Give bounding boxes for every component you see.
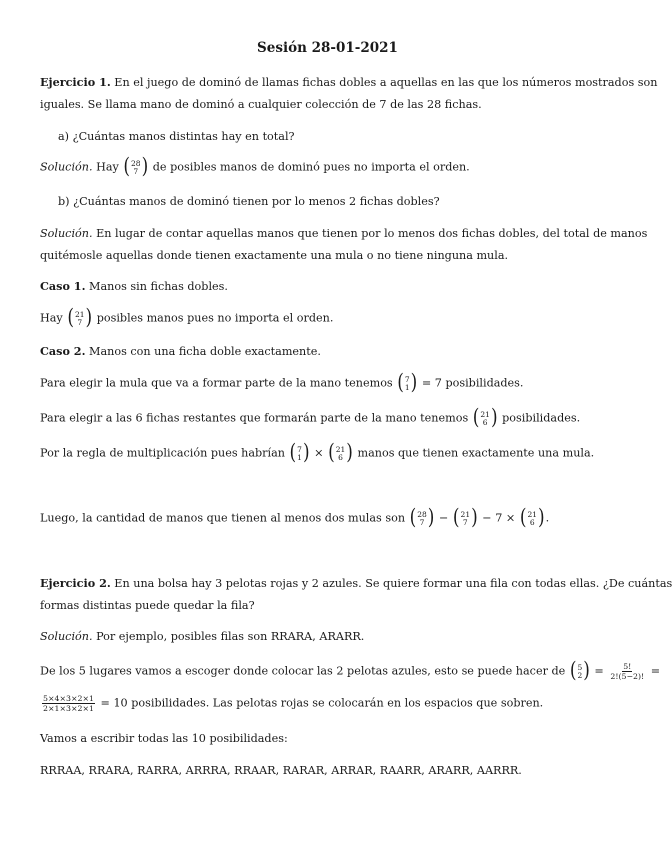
ex2-label: Ejercicio 2. [40, 576, 111, 590]
binom-5-2: ( 5 2 ) [569, 658, 590, 684]
fraction-factorial: $\frac{5!}{2!(5-2)!}$ [610, 662, 645, 681]
case1-heading: Caso 1. Manos sin fichas dobles. [40, 279, 228, 293]
case1-count: Hay ( 21 7 ) posibles manos pues no importa el orden. [40, 305, 334, 331]
ex1-label: Ejercicio 1. [40, 75, 111, 89]
page-title: Sesión 28-01-2021 [257, 40, 398, 56]
solution-label: Solución. [40, 630, 93, 643]
binom-21-7: ( 21 7 ) [67, 305, 93, 331]
multiplication-rule: Por la regla de multiplicación pues habrían ( 7 1 ) × ( 21 6 ) manos que tienen exactamente una mula. [40, 440, 595, 466]
possibilities-list: RRRAA, RRARA, RARRA, ARRRA, RRAAR, RARAR, ARRAR, RAARR, ARARR, AARRR. [40, 764, 522, 777]
binom-21-7: ( 21 7 ) [452, 505, 478, 531]
binom-21-6: ( 21 6 ) [519, 505, 545, 531]
places-line2: $\frac{5\times 4\times 3\times 2\times 1}{2\times 1\times 3\times 2\times 1}$ = 10 posibilidades. Las pelotas rojas se colocarán en los espacios que sobren. [43, 694, 544, 713]
solution-b-line2: quitémosle aquellas donde tienen exactamente una mula o no tiene ninguna mula. [40, 249, 509, 262]
binom-28-7: ( 28 7 ) [123, 154, 149, 180]
places-line1: De los 5 lugares vamos a escoger donde colocar las 2 pelotas azules, esto se puede hacer de ( 5 2 ) = $\frac{5!}{2!(5-2)!}$ = [40, 658, 661, 684]
solution-a: Solución. Hay ( 28 7 ) de posibles manos de dominó pues no importa el orden. [40, 154, 470, 180]
ex1-statement-line1: Ejercicio 1. En el juego de dominó de llamas fichas dobles a aquellas en las que los números mostrados son [40, 75, 658, 89]
ex2-statement-line1: Ejercicio 2. En una bolsa hay 3 pelotas rojas y 2 azules. Se quiere formar una fila con todas ellas. ¿De cuántas [40, 576, 672, 590]
ex1-statement-line2: iguales. Se llama mano de dominó a cualquier colección de 7 de las 28 fichas. [40, 98, 482, 111]
question-a: a) ¿Cuántas manos distintas hay en total? [58, 130, 295, 143]
write-all-heading: Vamos a escribir todas las 10 posibilidades: [40, 732, 288, 745]
mula-choice: Para elegir la mula que va a formar parte de la mano tenemos ( 7 1 ) = 7 posibilidades. [40, 370, 524, 396]
rest-choice: Para elegir a las 6 fichas restantes que formarán parte de la mano tenemos ( 21 6 ) posibilidades. [40, 405, 581, 431]
solution-label: Solución. [40, 227, 93, 240]
binom-28-7: ( 28 7 ) [409, 505, 435, 531]
ex2-solution: Solución. Por ejemplo, posibles filas son RRARA, ARARR. [40, 630, 365, 643]
binom-7-1: ( 7 1 ) [397, 370, 418, 396]
solution-b-line1: Solución. En lugar de contar aquellas manos que tienen por lo menos dos fichas dobles, del total de manos [40, 227, 648, 240]
binom-21-6: ( 21 6 ) [472, 405, 498, 431]
question-b: b) ¿Cuántas manos de dominó tienen por lo menos 2 fichas dobles? [58, 195, 440, 208]
binom-21-6: ( 21 6 ) [328, 440, 353, 466]
case2-heading: Caso 2. Manos con una ficha doble exactamente. [40, 344, 321, 358]
solution-label: Solución. [40, 160, 93, 174]
binom-7-1: ( 7 1 ) [289, 440, 310, 466]
fraction-product: $\frac{5\times 4\times 3\times 2\times 1}{2\times 1\times 3\times 2\times 1}$ [43, 694, 94, 713]
final-count: Luego, la cantidad de manos que tienen al menos dos mulas son ( 28 7 ) − ( 21 7 ) − 7 × ( 21 6 ) . [40, 505, 550, 531]
ex2-statement-line2: formas distintas puede quedar la fila? [40, 599, 255, 612]
